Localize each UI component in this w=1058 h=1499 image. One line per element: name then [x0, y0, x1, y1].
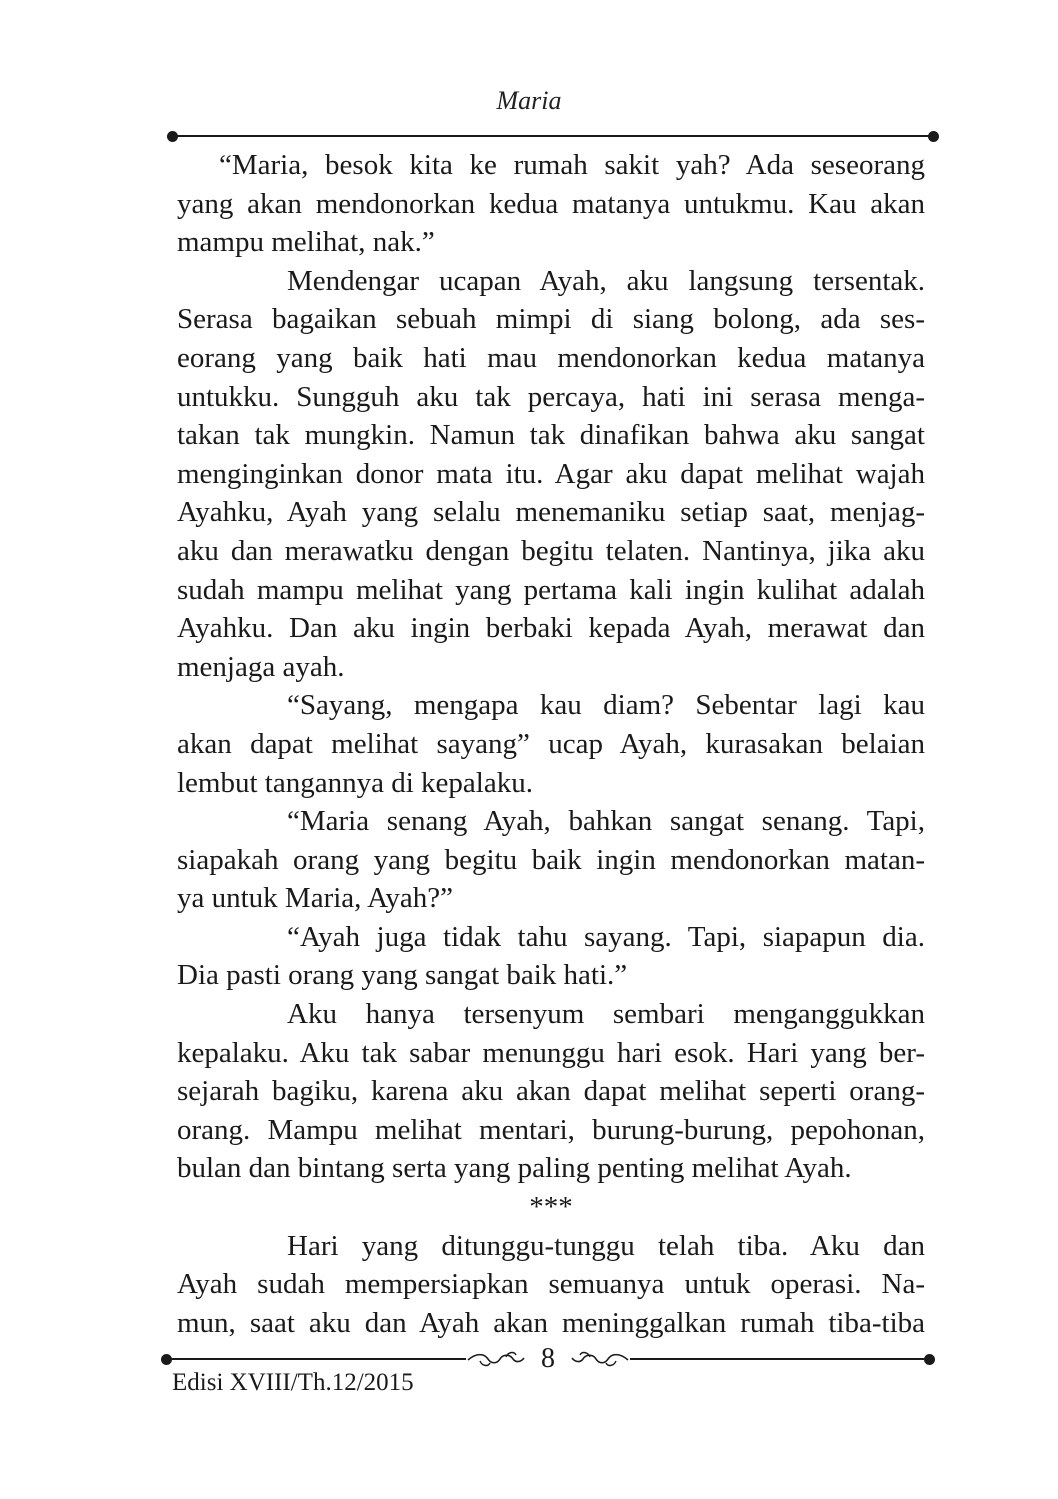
header-rule — [172, 135, 934, 137]
text-line: Serasa bagaikan sebuah mimpi di siang bolong, ada ses- — [177, 303, 925, 336]
text-line: “Ayah juga tidak tahu sayang. Tapi, siapapun dia. — [287, 920, 925, 953]
flourish-ornament-icon — [570, 1349, 630, 1371]
text-line: yang akan mendonorkan kedua matanya untukmu. Kau akan — [177, 187, 925, 220]
text-line: eorang yang baik hati mau mendonorkan kedua matanya — [177, 341, 925, 374]
text-line: ya untuk Maria, Ayah?” — [177, 882, 453, 915]
text-line: takan tak mungkin. Namun tak dinafikan bahwa aku sangat — [177, 419, 925, 452]
rule-dot — [167, 131, 178, 142]
text-line: “Sayang, mengapa kau diam? Sebentar lagi kau — [287, 689, 925, 722]
text-line: untukku. Sungguh aku tak percaya, hati ini serasa menga- — [177, 380, 925, 413]
running-title: Maria — [496, 86, 562, 115]
text-line: aku dan merawatku dengan begitu telaten. Nantinya, jika aku — [177, 534, 925, 567]
text-line: “Maria, besok kita ke rumah sakit yah? Ada seseorang — [219, 149, 925, 181]
text-line: Ayahku. Dan aku ingin berbaki kepada Ayah, merawat dan — [177, 612, 925, 645]
text-line: lembut tangannya di kepalaku. — [177, 766, 533, 799]
text-line: Dia pasti orang yang sangat baik hati.” — [177, 959, 628, 992]
text-line: menjaga ayah. — [177, 650, 345, 683]
text-line: menginginkan donor mata itu. Agar aku dapat melihat wajah — [177, 457, 925, 490]
text-line: bulan dan bintang serta yang paling penting melihat Ayah. — [177, 1152, 852, 1185]
body-text — [177, 146, 925, 1342]
text-line: Aku hanya tersenyum sembari menganggukkan — [287, 998, 925, 1031]
text-line: “Maria senang Ayah, bahkan sangat senang. Tapi, — [287, 805, 925, 838]
text-line: Ayah sudah mempersiapkan semuanya untuk operasi. Na- — [177, 1268, 925, 1301]
edition-label: Edisi XVIII/Th.12/2015 — [172, 1369, 414, 1396]
rule-dot — [924, 1354, 935, 1365]
text-line: akan dapat melihat sayang” ucap Ayah, kurasakan belaian — [177, 727, 925, 760]
text-line: mun, saat aku dan Ayah akan meninggalkan rumah tiba-tiba — [177, 1306, 925, 1339]
text-line: Mendengar ucapan Ayah, aku langsung tersentak. — [287, 264, 925, 297]
rule-dot — [928, 131, 939, 142]
text-line: Hari yang ditunggu-tunggu telah tiba. Aku dan — [287, 1229, 925, 1262]
text-line: orang. Mampu melihat mentari, burung-burung, pepohonan, — [177, 1113, 925, 1146]
text-line: mampu melihat, nak.” — [177, 226, 435, 259]
text-line: sudah mampu melihat yang pertama kali ingin kulihat adalah — [177, 573, 925, 606]
page-number: 8 — [541, 1343, 555, 1374]
footer-line-right — [630, 1358, 930, 1360]
text-line: sejarah bagiku, karena aku akan dapat melihat seperti orang- — [177, 1075, 925, 1108]
section-separator: *** — [529, 1191, 573, 1224]
text-line: siapakah orang yang begitu baik ingin mendonorkan matan- — [177, 843, 925, 876]
text-line: kepalaku. Aku tak sabar menunggu hari esok. Hari yang ber- — [177, 1036, 925, 1069]
text-line: Ayahku, Ayah yang selalu menemaniku setiap saat, menjag- — [177, 496, 925, 529]
